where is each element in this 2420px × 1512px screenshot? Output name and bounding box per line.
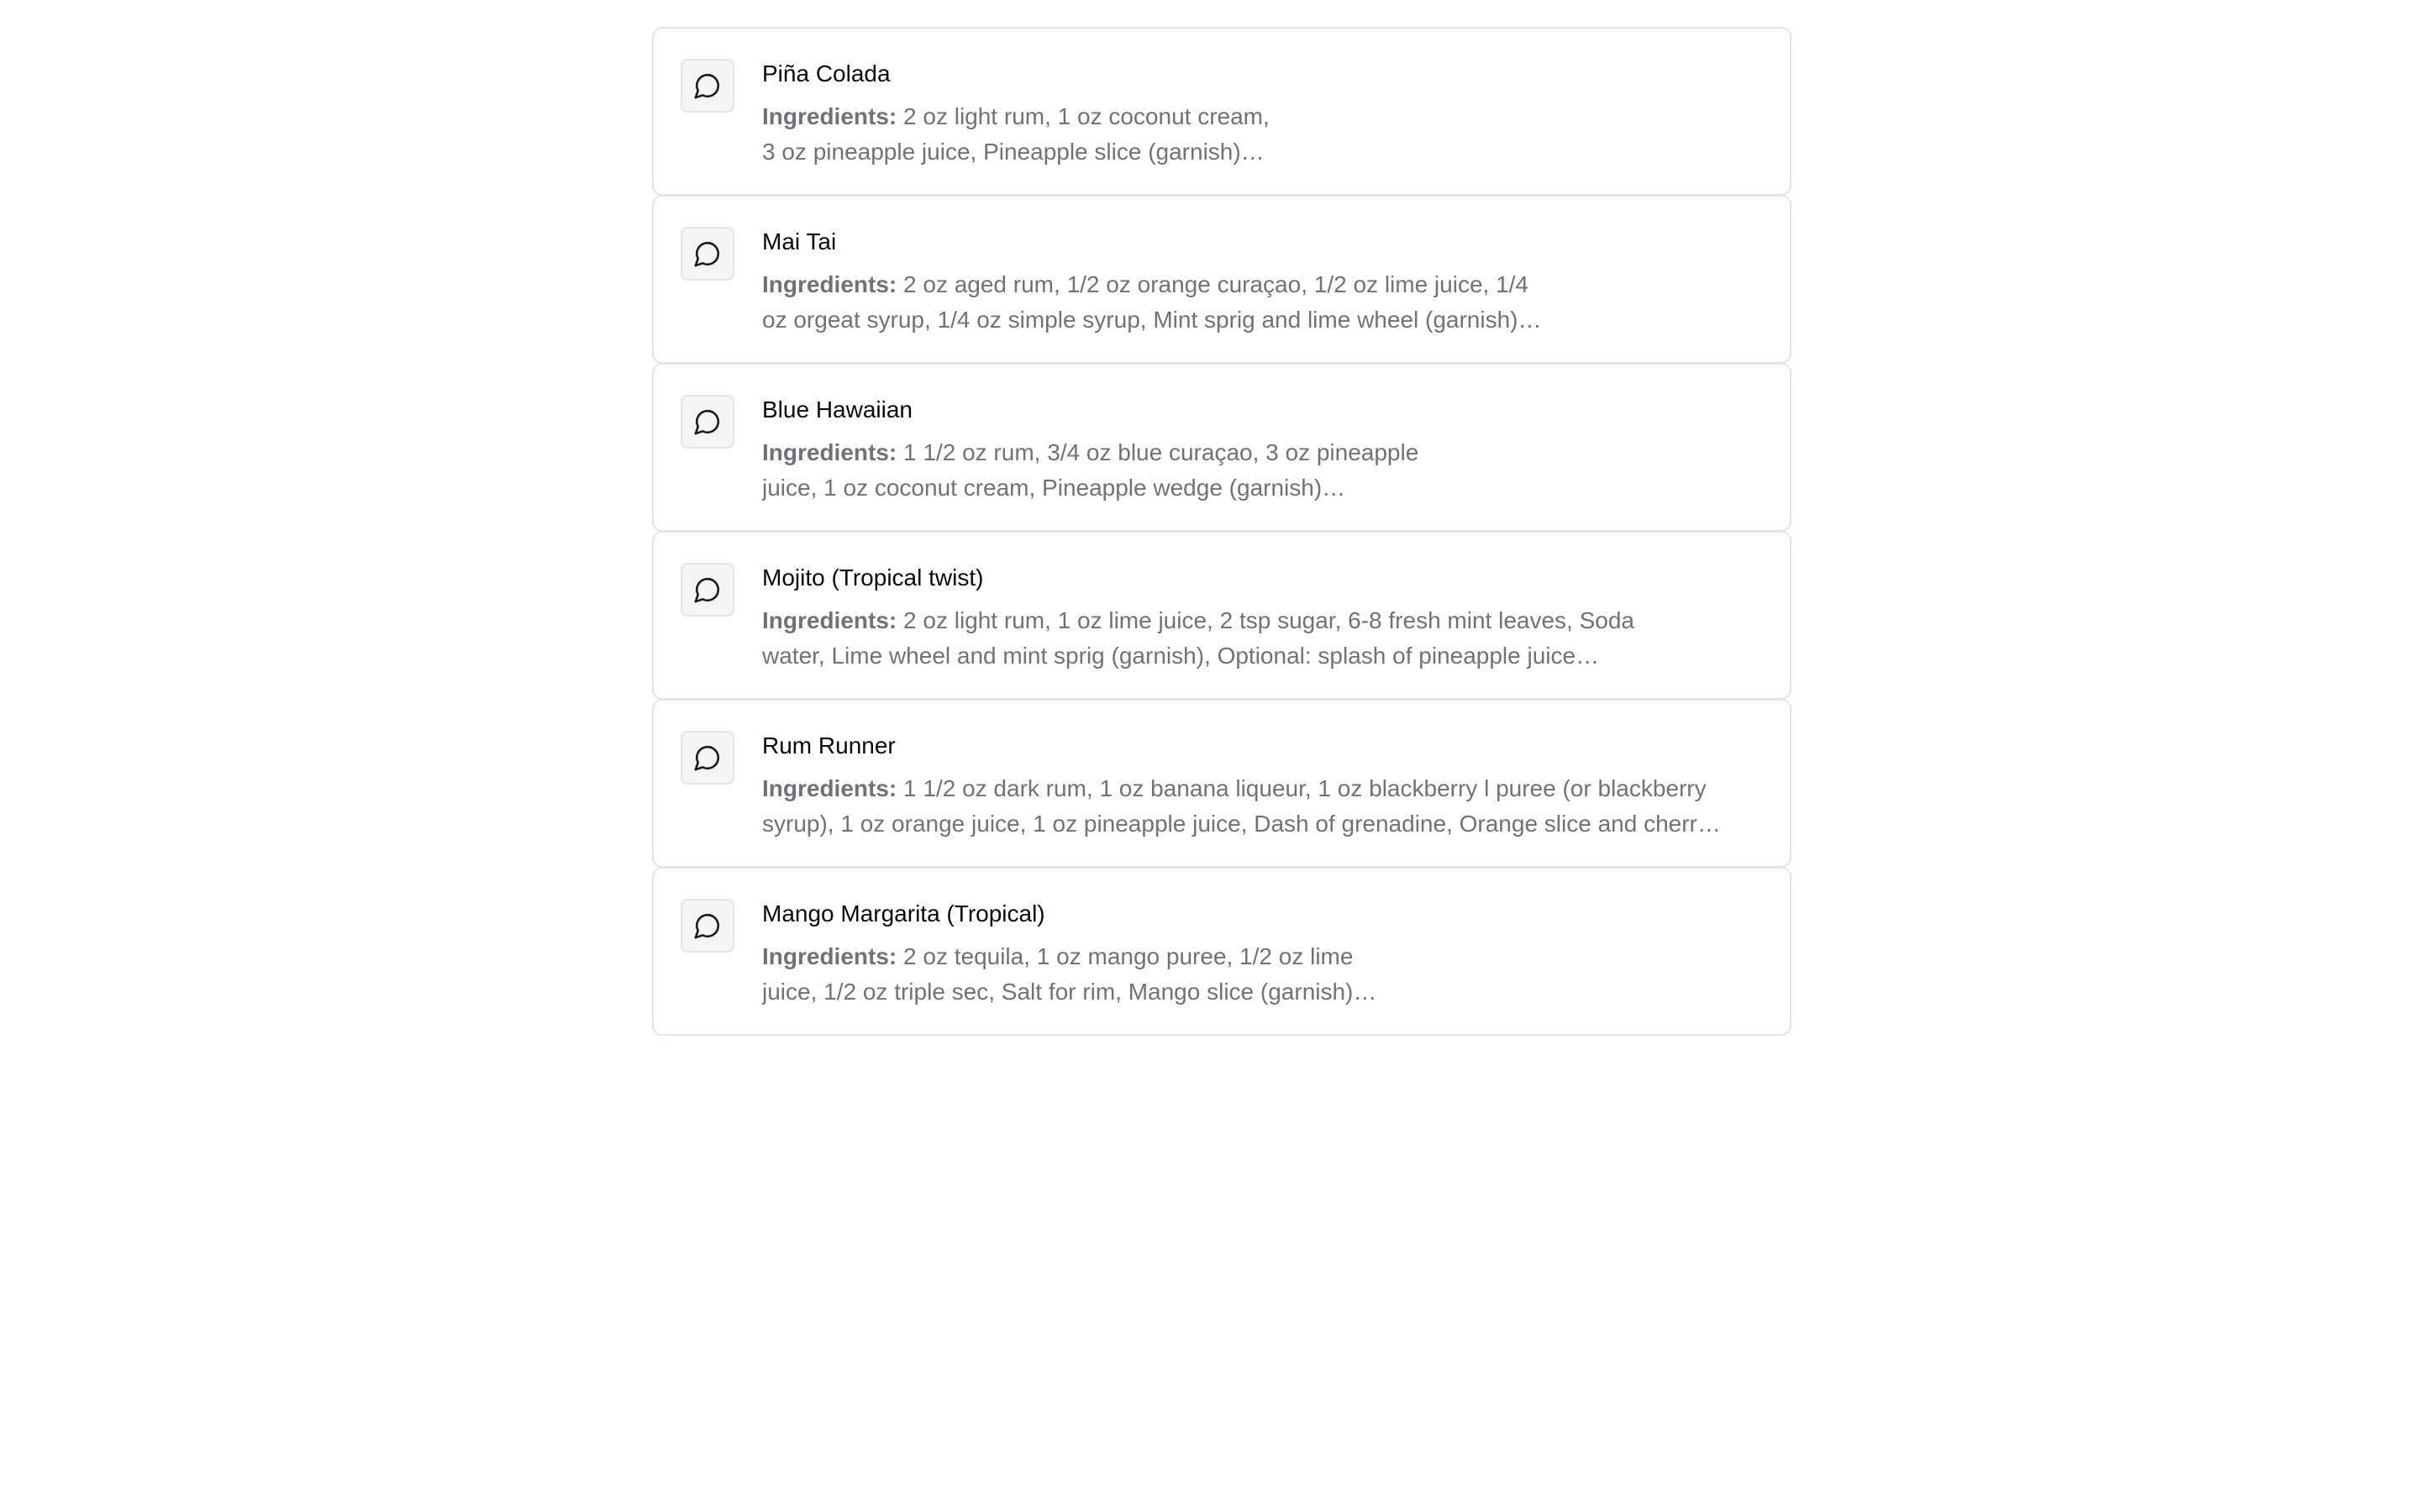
cocktail-card[interactable]: [652, 867, 1791, 1036]
ingredients-line-1: 2 oz tequila, 1 oz mango puree, 1/2 oz lime: [903, 943, 1354, 969]
ingredients-line-2: syrup), 1 oz orange juice, 1 oz pineapple juice, Dash of grenadine, Orange slice and cherr…: [762, 811, 1721, 837]
ingredients-label: Ingredients:: [762, 103, 897, 129]
cocktail-content: [762, 227, 1756, 338]
message-circle-icon: [681, 227, 734, 281]
message-circle-icon: [681, 899, 734, 953]
message-circle-icon: [681, 59, 734, 113]
cocktail-ingredients: [762, 771, 1756, 842]
cocktail-ingredients: [762, 435, 1756, 506]
message-circle-icon: [681, 395, 734, 449]
cocktail-content: [762, 899, 1756, 1010]
cocktail-name: Piña Colada: [762, 60, 891, 87]
ingredients-label: Ingredients:: [762, 775, 897, 801]
cocktail-card[interactable]: [652, 531, 1791, 700]
cocktail-content: [762, 59, 1756, 170]
ingredients-line-2: water, Lime wheel and mint sprig (garnish), Optional: splash of pineapple juice…: [762, 643, 1600, 669]
cocktail-ingredients: [762, 99, 1756, 170]
ingredients-line-2: oz orgeat syrup, 1/4 oz simple syrup, Mint sprig and lime wheel (garnish)…: [762, 307, 1542, 333]
ingredients-label: Ingredients:: [762, 439, 897, 465]
cocktail-card[interactable]: [652, 699, 1791, 868]
ingredients-line-1: 2 oz aged rum, 1/2 oz orange curaçao, 1/2 oz lime juice, 1/4: [903, 271, 1528, 297]
cocktail-card[interactable]: [652, 195, 1791, 364]
cocktail-card[interactable]: [652, 27, 1791, 196]
cocktail-name: Blue Hawaiian: [762, 396, 913, 423]
ingredients-label: Ingredients:: [762, 943, 897, 969]
cocktail-ingredients: [762, 603, 1756, 674]
cocktail-content: [762, 395, 1756, 506]
cocktail-name: Mai Tai: [762, 228, 837, 255]
cocktail-name: Mojito (Tropical twist): [762, 564, 984, 591]
ingredients-line-2: juice, 1/2 oz triple sec, Salt for rim, Mango slice (garnish)…: [762, 979, 1377, 1005]
ingredients-label: Ingredients:: [762, 271, 897, 297]
ingredients-line-1: 1 1/2 oz rum, 3/4 oz blue curaçao, 3 oz pineapple: [903, 439, 1419, 465]
cocktail-card[interactable]: [652, 363, 1791, 532]
ingredients-line-2: 3 oz pineapple juice, Pineapple slice (garnish)…: [762, 139, 1265, 165]
ingredients-line-1: 1 1/2 oz dark rum, 1 oz banana liqueur, 1 oz blackberry l puree (or blackberry: [903, 775, 1707, 801]
cocktail-name: Mango Margarita (Tropical): [762, 900, 1045, 927]
ingredients-line-1: 2 oz light rum, 1 oz lime juice, 2 tsp sugar, 6-8 fresh mint leaves, Soda: [903, 607, 1634, 633]
cocktail-name: Rum Runner: [762, 732, 896, 759]
cocktail-content: [762, 563, 1756, 674]
cocktail-list: [652, 27, 1791, 1035]
message-circle-icon: [681, 563, 734, 617]
ingredients-line-2: juice, 1 oz coconut cream, Pineapple wedge (garnish)…: [762, 475, 1346, 501]
cocktail-content: [762, 731, 1756, 842]
cocktail-ingredients: [762, 267, 1756, 338]
cocktail-ingredients: [762, 939, 1756, 1010]
message-circle-icon: [681, 731, 734, 785]
ingredients-line-1: 2 oz light rum, 1 oz coconut cream,: [903, 103, 1270, 129]
ingredients-label: Ingredients:: [762, 607, 897, 633]
